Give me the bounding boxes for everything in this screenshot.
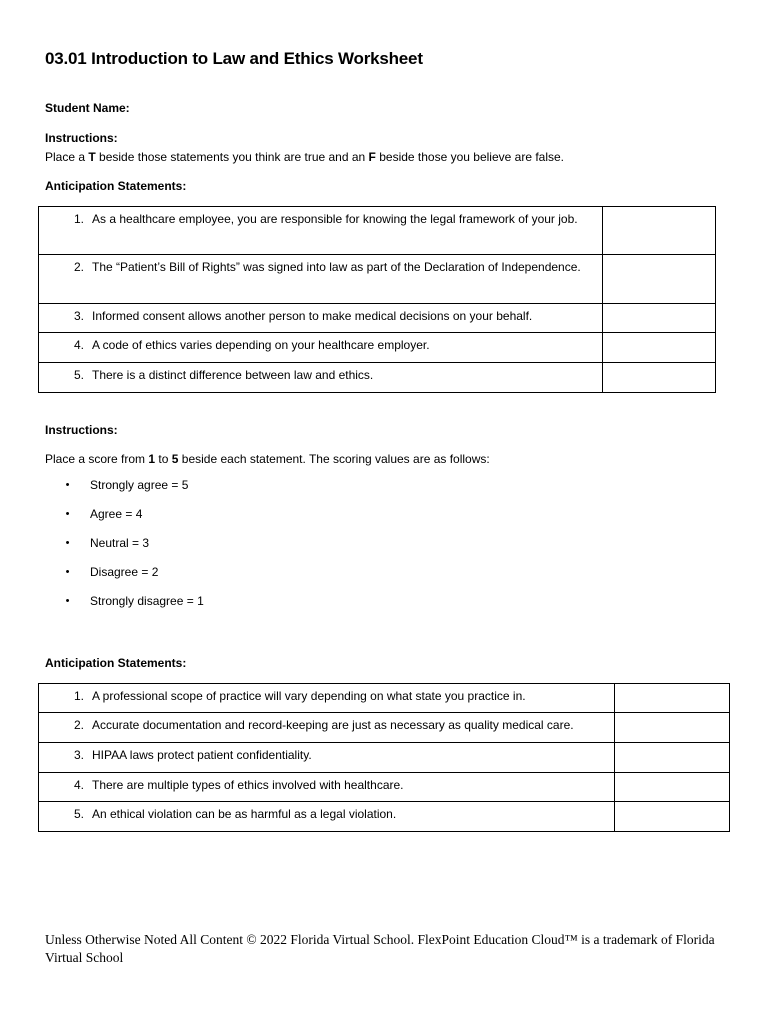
answer-cell[interactable] [615, 802, 730, 832]
table-row: 3. Informed consent allows another person to make medical decisions on your behalf. [39, 304, 716, 333]
answer-cell[interactable] [615, 773, 730, 802]
statement-text: A code of ethics varies depending on your healthcare employer. [92, 338, 430, 352]
statement-text: An ethical violation can be as harmful as a legal violation. [92, 807, 397, 821]
table-row: 5. An ethical violation can be as harmful as a legal violation. [39, 802, 730, 832]
answer-cell[interactable] [603, 363, 716, 393]
answer-cell[interactable] [603, 304, 716, 333]
bullet-icon: • [65, 508, 70, 520]
list-item: • Strongly agree = 5 [45, 478, 204, 507]
statement-text: As a healthcare employee, you are responsible for knowing the legal framework of your job. [92, 212, 578, 226]
answer-cell[interactable] [603, 207, 716, 255]
table-row: 3. HIPAA laws protect patient confidentiality. [39, 743, 730, 773]
table-row: 1. A professional scope of practice will vary depending on what state you practice in. [39, 684, 730, 713]
statement-text: The “Patient’s Bill of Rights” was signed into law as part of the Declaration of Independence. [92, 260, 581, 274]
page-title: 03.01 Introduction to Law and Ethics Worksheet [45, 49, 423, 68]
table-row: 5. There is a distinct difference between law and ethics. [39, 363, 716, 393]
statement-text: Informed consent allows another person to make medical decisions on your behalf. [92, 309, 533, 323]
bullet-icon: • [65, 537, 70, 549]
table-row: 4. A code of ethics varies depending on your healthcare employer. [39, 333, 716, 363]
table-row: 1. As a healthcare employee, you are responsible for knowing the legal framework of your job. [39, 207, 716, 255]
statement-text: There is a distinct difference between law and ethics. [92, 368, 374, 382]
statements-table-1 [38, 206, 716, 393]
answer-cell[interactable] [615, 743, 730, 773]
list-item: • Disagree = 2 [45, 565, 204, 594]
list-item: • Strongly disagree = 1 [45, 594, 204, 623]
table-row: 2. The “Patient’s Bill of Rights” was signed into law as part of the Declaration of Independence. [39, 255, 716, 304]
copyright-footer: Unless Otherwise Noted All Content © 2022 Florida Virtual School. FlexPoint Education Cloud™ is a trademark of Florida Virtual School [45, 932, 715, 965]
anticipation-label-2: Anticipation Statements: [45, 656, 187, 670]
statement-text: Accurate documentation and record-keeping are just as necessary as quality medical care. [92, 718, 574, 732]
table-row: 4. There are multiple types of ethics involved with healthcare. [39, 773, 730, 802]
table-row: 2. Accurate documentation and record-keeping are just as necessary as quality medical care. [39, 713, 730, 743]
student-name-label: Student Name: [45, 101, 130, 115]
statement-text: HIPAA laws protect patient confidentiality. [92, 748, 312, 762]
instructions-text-2: Place a score from 1 to 5 beside each statement. The scoring values are as follows: [45, 452, 490, 466]
answer-cell[interactable] [603, 333, 716, 363]
list-item: • Neutral = 3 [45, 536, 204, 565]
bullet-icon: • [65, 479, 70, 491]
bullet-icon: • [65, 595, 70, 607]
answer-cell[interactable] [603, 255, 716, 304]
bullet-icon: • [65, 566, 70, 578]
list-item: • Agree = 4 [45, 507, 204, 536]
answer-cell[interactable] [615, 713, 730, 743]
anticipation-label-1: Anticipation Statements: [45, 179, 187, 193]
statements-table-2 [38, 683, 730, 832]
instructions-label-2: Instructions: [45, 423, 118, 437]
statement-text: There are multiple types of ethics involved with healthcare. [92, 778, 404, 792]
answer-cell[interactable] [615, 684, 730, 713]
scale-list [45, 478, 204, 623]
instructions-text-1: Place a T beside those statements you think are true and an F beside those you believe are false. [45, 150, 565, 164]
instructions-label-1: Instructions: [45, 131, 118, 145]
statement-text: A professional scope of practice will vary depending on what state you practice in. [92, 689, 526, 703]
